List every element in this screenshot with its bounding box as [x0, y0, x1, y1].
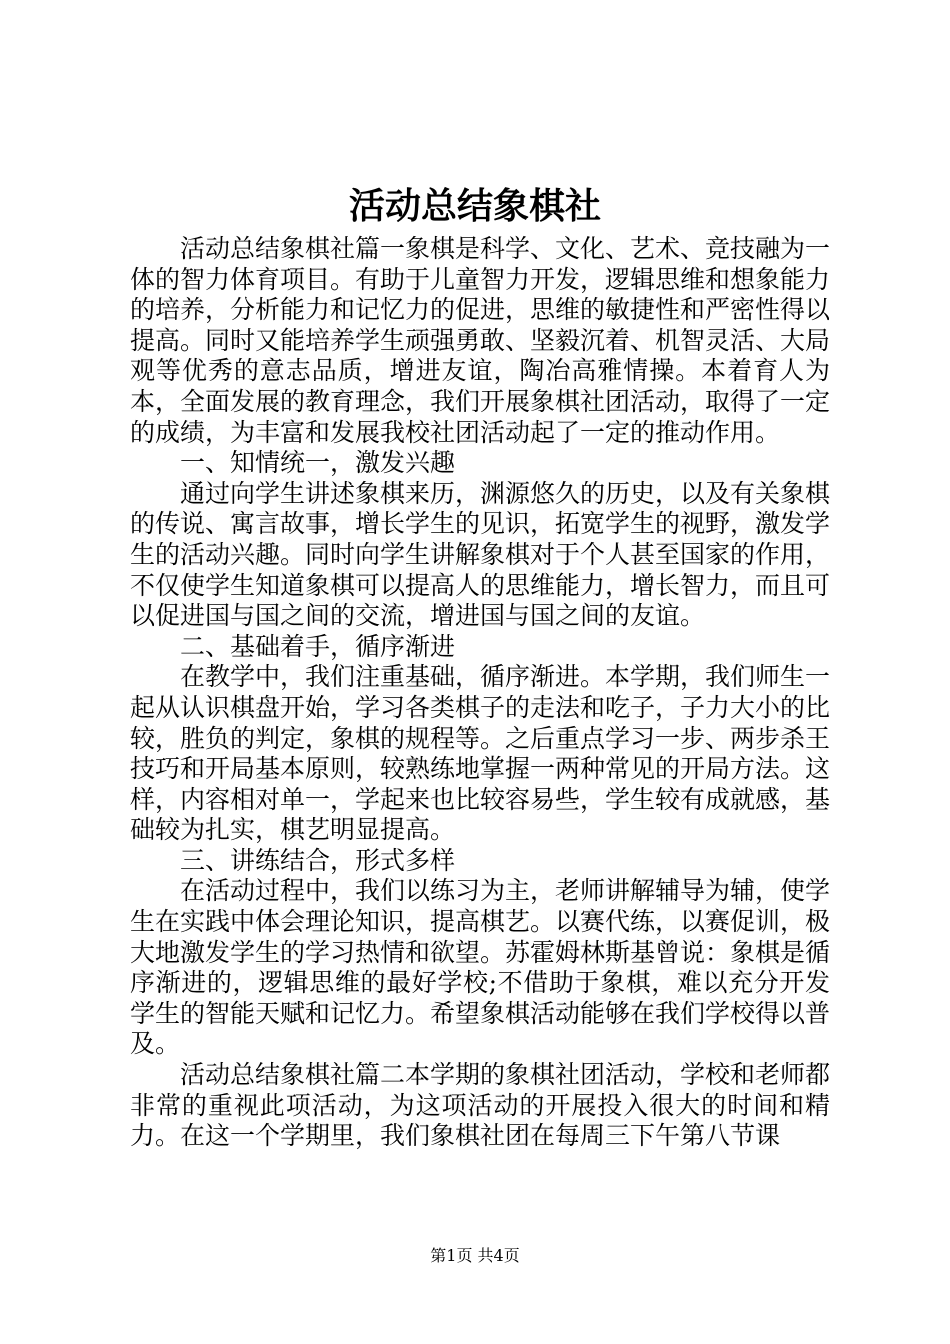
paragraph-section-2: 在教学中，我们注重基础，循序渐进。本学期，我们师生一起从认识棋盘开始，学习各类棋子的走法和吃子，子力大小的比较，胜负的判定，象棋的规程等。之后重点学习一步、两步杀王技巧和开局基本原则，较熟练地掌握一两种常见的开局方法。这样，内容相对单一，学起来也比较容易些，学生较有成就感，基础较为扎实，棋艺明显提高。 — [130, 662, 831, 845]
paragraph-intro: 活动总结象棋社篇一象棋是科学、文化、艺术、竞技融为一体的智力体育项目。有助于儿童智力开发，逻辑思维和想象能力的培养，分析能力和记忆力的促进，思维的敏捷性和严密性得以提高。同时又能培养学生顽强勇敢、坚毅沉着、机智灵活、大局观等优秀的意志品质，增进友谊，陶冶高雅情操。本着育人为本，全面发展的教育理念，我们开展象棋社团活动，取得了一定的成绩，为丰富和发展我校社团活动起了一定的推动作用。 — [130, 234, 831, 447]
document-body — [130, 234, 830, 1152]
section-heading-1: 一、知情统一，激发兴趣 — [180, 448, 456, 478]
paragraph-section-3: 在活动过程中，我们以练习为主，老师讲解辅导为辅，使学生在实践中体会理论知识，提高棋艺。以赛代练，以赛促训，极大地激发学生的学习热情和欲望。苏霍姆林斯基曾说：象棋是循序渐进的，逻辑思维的最好学校;不借助于象棋，难以充分开发学生的智能天赋和记忆力。希望象棋活动能够在我们学校得以普及。 — [130, 876, 831, 1059]
section-heading-3: 三、讲练结合，形式多样 — [180, 845, 456, 875]
page-footer: 第1页 共4页 — [430, 1246, 520, 1265]
paragraph-part-two: 活动总结象棋社篇二本学期的象棋社团活动，学校和老师都非常的重视此项活动，为这项活动的开展投入很大的时间和精力。在这一个学期里，我们象棋社团在每周三下午第八节课 — [130, 1060, 831, 1151]
paragraph-section-1: 通过向学生讲述象棋来历，渊源悠久的历史，以及有关象棋的传说、寓言故事，增长学生的见识，拓宽学生的视野，激发学生的活动兴趣。同时向学生讲解象棋对于个人甚至国家的作用，不仅使学生知道象棋可以提高人的思维能力，增长智力，而且可以促进国与国之间的交流，增进国与国之间的友谊。 — [130, 478, 831, 631]
page-title: 活动总结象棋社 — [348, 186, 601, 227]
section-heading-2: 二、基础着手，循序渐进 — [180, 631, 456, 661]
